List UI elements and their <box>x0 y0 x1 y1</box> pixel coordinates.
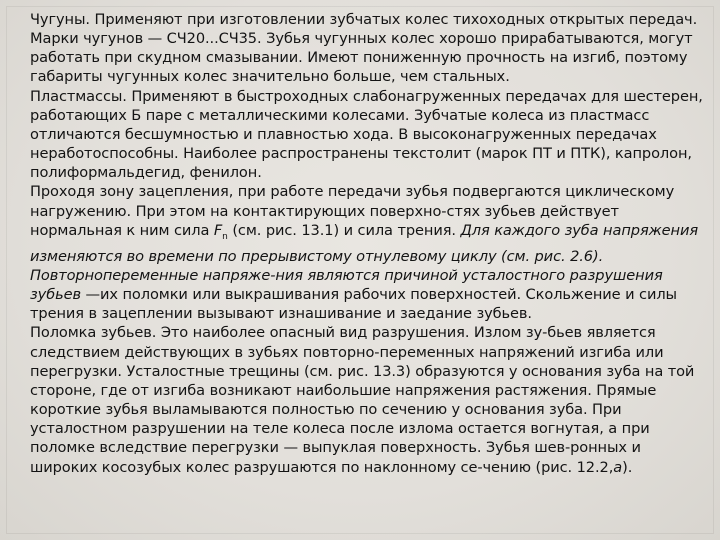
paragraph <box>30 323 708 476</box>
paragraph-text: Проходя зону зацепления, при работе передачи зубья подвергаются циклическому нагружению. При этом на контактирующих поверхно-стях зубьев действует нормальная к ним сила <box>30 183 675 239</box>
paragraph <box>30 10 708 87</box>
paragraph-term: Чугуны. <box>30 11 90 28</box>
paragraph-term: Поломка зубьев. <box>30 324 157 342</box>
paragraph-text: Это наиболее опасный вид разрушения. Излом зу-бьев является следствием действующих в зубьях повторно-переменных напряжений изгиба или перегрузки. Усталостные трещины (см. рис. 13.3) образуются у основания зуба на той стороне, где от изгиба возникают наибольшие напряжения растяжения. Прямые короткие зубья выламываются полностью по сечению у основания зуба. При усталостном разрушении на теле колеса после излома остается вогнутая, а при поломке вследствие перегрузки — выпуклая поверхность. Зубья шев-ронных и широких косозубых колес разрушаются по наклонному се-чению (рис. 12.2, <box>30 324 695 476</box>
italic-text: F <box>213 221 223 239</box>
text-body <box>30 10 708 477</box>
paragraph-text: (см. рис. 13.1) и сила трения. <box>227 221 461 239</box>
paragraph-term: Пластмассы. <box>30 87 127 105</box>
paragraph-text: Применяют при изготовлении зубчатых колес тихоходных открытых передач. Марки чугунов — СЧ20...СЧ35. Зубья чугунных колес хорошо прирабатываются, могут работать при скудном смазывании. Имеют пониженную прочность на изгиб, поэтому габариты чугунных колес значительно больше, чем стальных. <box>30 11 698 86</box>
paragraph-text: ). <box>622 458 633 476</box>
paragraph-text: n <box>222 231 228 242</box>
italic-text: а <box>613 458 623 476</box>
paragraph-text: Применяют в быстроходных слабонагруженных передачах для шестерен, работающих Б паре с металлическими колесами. Зубчатые колеса из пластмасс отличаются бесшумностью и плавностью хода. В высоконагруженных передачах неработоспособны. Наиболее распространены текстолит (марок ПТ и ПТК), капролон, полиформальдегид, фенилон. <box>30 87 703 182</box>
italic-text: Для каждого зуба напряжения изменяются во времени по прерывистому отнулевому циклу (см. рис. 2.6). Повторнопеременные напряже-ния являются причиной усталостного разрушения зубьев <box>30 221 699 304</box>
paragraph-text: —их поломки или выкрашивания рабочих поверхностей. Скольжение и силы трения в зацеплении вызывают изнашивание и заедание зубьев. <box>30 286 677 323</box>
paragraph <box>30 87 708 183</box>
paragraph <box>30 182 708 323</box>
